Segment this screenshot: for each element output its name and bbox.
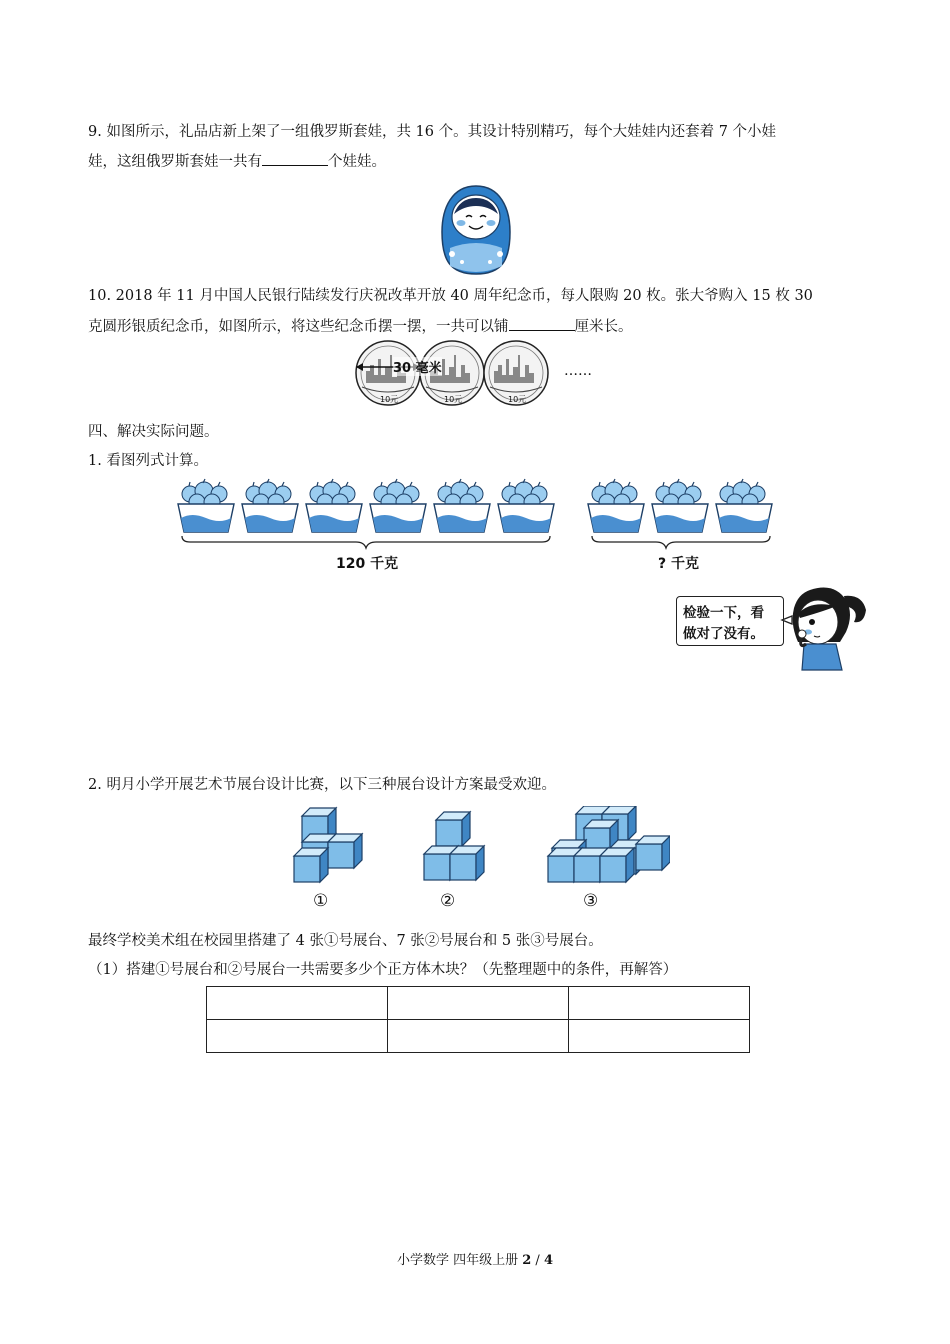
q9-line2-pre: 娃，这组俄罗斯套娃一共有 bbox=[88, 154, 262, 170]
table-cell[interactable] bbox=[207, 987, 388, 1020]
footer-text: 小学数学 四年级上册 bbox=[396, 1253, 523, 1268]
display-3 bbox=[548, 806, 670, 882]
table-row bbox=[207, 987, 750, 1020]
q10-line2 bbox=[88, 316, 633, 337]
cube-displays-image bbox=[290, 806, 670, 894]
table-cell[interactable] bbox=[207, 1020, 388, 1053]
q10-answer-blank[interactable] bbox=[509, 316, 575, 331]
page-footer bbox=[0, 1249, 950, 1268]
problem-2-sub1: （1）搭建①号展台和②号展台一共需要多少个正方体木块？（先整理题中的条件，再解答） bbox=[88, 962, 678, 978]
bubble-line-2: 做对了没有。 bbox=[683, 626, 764, 642]
q10-line1: 10. 2018 年 11 月中国人民银行陆续发行庆祝改革开放 40 周年纪念币，每人限购 20 枚。张大爷购入 15 枚 30 bbox=[88, 288, 813, 304]
coin-width-label: 30 毫米 bbox=[393, 357, 442, 376]
problem-1-title: 1. 看图列式计算。 bbox=[88, 453, 208, 469]
display-1-label: ① bbox=[313, 891, 329, 911]
coins-figure bbox=[352, 339, 612, 411]
q9-line1: 9. 如图所示，礼品店新上架了一组俄罗斯套娃，共 16 个。其设计特别精巧，每个大娃娃内还套着 7 个小娃 bbox=[88, 124, 777, 140]
q9-line2 bbox=[88, 151, 386, 172]
table-cell[interactable] bbox=[569, 1020, 750, 1053]
speech-bubble bbox=[676, 596, 784, 646]
table-cell[interactable] bbox=[569, 987, 750, 1020]
right-weight-label: ? 千克 bbox=[658, 556, 699, 572]
q9-line2-post: 个娃娃。 bbox=[328, 154, 386, 170]
apple-baskets-image bbox=[176, 476, 780, 552]
table-cell[interactable] bbox=[388, 987, 569, 1020]
left-weight-label: 120 千克 bbox=[336, 556, 399, 572]
display-1 bbox=[294, 808, 362, 882]
section-4-title: 四、解决实际问题。 bbox=[88, 424, 219, 440]
matryoshka-doll-image bbox=[438, 184, 514, 276]
table-cell[interactable] bbox=[388, 1020, 569, 1053]
coins-ellipsis: …… bbox=[564, 363, 592, 379]
footer-page: 2 bbox=[522, 1253, 532, 1268]
q9-answer-blank[interactable] bbox=[262, 151, 328, 166]
coin-value-1: 10元 bbox=[380, 395, 399, 404]
display-2-label: ② bbox=[440, 891, 456, 911]
girl-illustration bbox=[780, 584, 870, 674]
table-row bbox=[207, 1020, 750, 1053]
answer-table bbox=[206, 986, 750, 1053]
q10-line2-post: 厘米长。 bbox=[574, 319, 633, 335]
bubble-line-1: 检验一下，看 bbox=[683, 605, 764, 621]
footer-total: 4 bbox=[543, 1253, 553, 1268]
problem-2-title: 2. 明月小学开展艺术节展台设计比赛，以下三种展台设计方案最受欢迎。 bbox=[88, 777, 556, 793]
coin-value-2: 10元 bbox=[444, 395, 463, 404]
q10-line2-pre: 克圆形银质纪念币，如图所示，将这些纪念币摆一摆，一共可以铺 bbox=[88, 319, 509, 335]
problem-2-statement: 最终学校美术组在校园里搭建了 4 张①号展台、7 张②号展台和 5 张③号展台。 bbox=[88, 933, 603, 949]
coin-value-3: 10元 bbox=[508, 395, 527, 404]
display-3-label: ③ bbox=[583, 891, 599, 911]
footer-sep: / bbox=[531, 1253, 544, 1268]
display-2 bbox=[424, 812, 484, 880]
